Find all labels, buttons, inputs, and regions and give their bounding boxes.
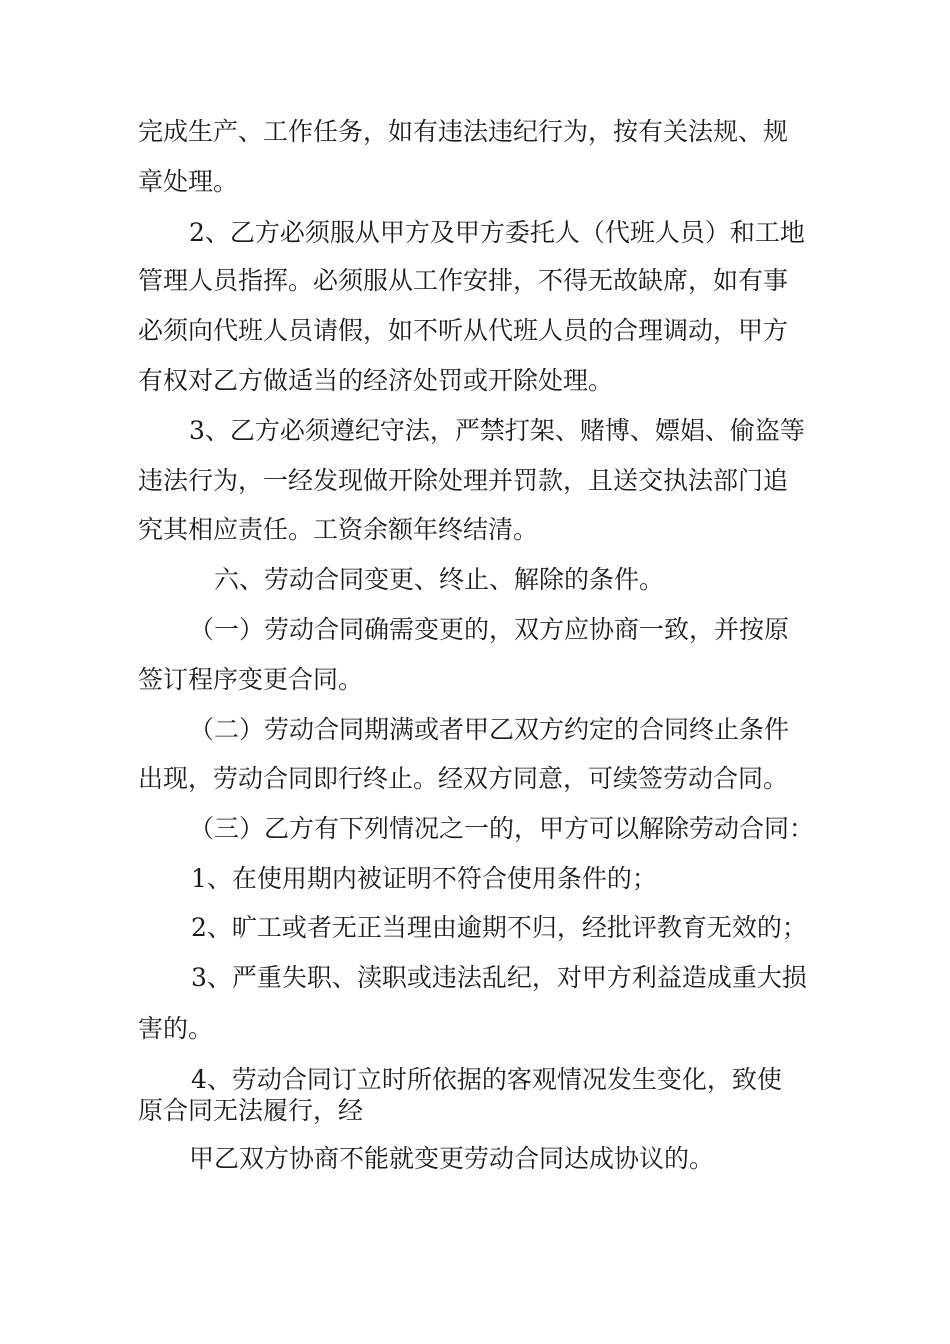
text-line: 究其相应责任。工资余额年终结清。 xyxy=(138,515,539,544)
text-line: 3、严重失职、渎职或违法乱纪，对甲方利益造成重大损 xyxy=(191,963,807,992)
text-line: 必须向代班人员请假，如不听从代班人员的合理调动，甲方 xyxy=(138,316,789,345)
text-line: （二）劳动合同期满或者甲乙双方约定的合同终止条件 xyxy=(189,715,790,744)
text-line: 3、乙方必须遵纪守法，严禁打架、赌博、嫖娼、偷盗等 xyxy=(189,416,805,445)
text-line: 违法行为，一经发现做开除处理并罚款，且送交执法部门追 xyxy=(138,466,789,495)
text-line: 签订程序变更合同。 xyxy=(138,665,364,694)
text-line: 2、旷工或者无正当理由逾期不归，经批评教育无效的； xyxy=(191,913,807,942)
text-line: 出现，劳动合同即行终止。经双方同意，可续签劳动合同。 xyxy=(138,764,789,793)
section-heading: 六、劳动合同变更、终止、解除的条件。 xyxy=(214,565,665,594)
text-line: （三）乙方有下列情况之一的，甲方可以解除劳动合同： xyxy=(189,814,815,843)
text-line: 1、在使用期内被证明不符合使用条件的； xyxy=(191,864,657,893)
text-line: 4、劳动合同订立时所依据的客观情况发生变化，致使 xyxy=(191,1065,782,1094)
text-line: 完成生产、工作任务，如有违法违纪行为，按有关法规、规 xyxy=(138,117,789,146)
text-line: （一）劳动合同确需变更的，双方应协商一致，并按原 xyxy=(189,615,790,644)
text-line: 章处理。 xyxy=(138,167,239,196)
text-line: 甲乙双方协商不能就变更劳动合同达成协议的。 xyxy=(189,1144,715,1173)
text-line: 2、乙方必须服从甲方及甲方委托人（代班人员）和工地 xyxy=(189,218,805,247)
text-line: 害的。 xyxy=(138,1014,214,1043)
text-line: 原合同无法履行，经 xyxy=(138,1096,364,1125)
text-line: 管理人员指挥。必须服从工作安排，不得无故缺席，如有事 xyxy=(138,266,789,295)
text-line: 有权对乙方做适当的经济处罚或开除处理。 xyxy=(138,366,614,395)
